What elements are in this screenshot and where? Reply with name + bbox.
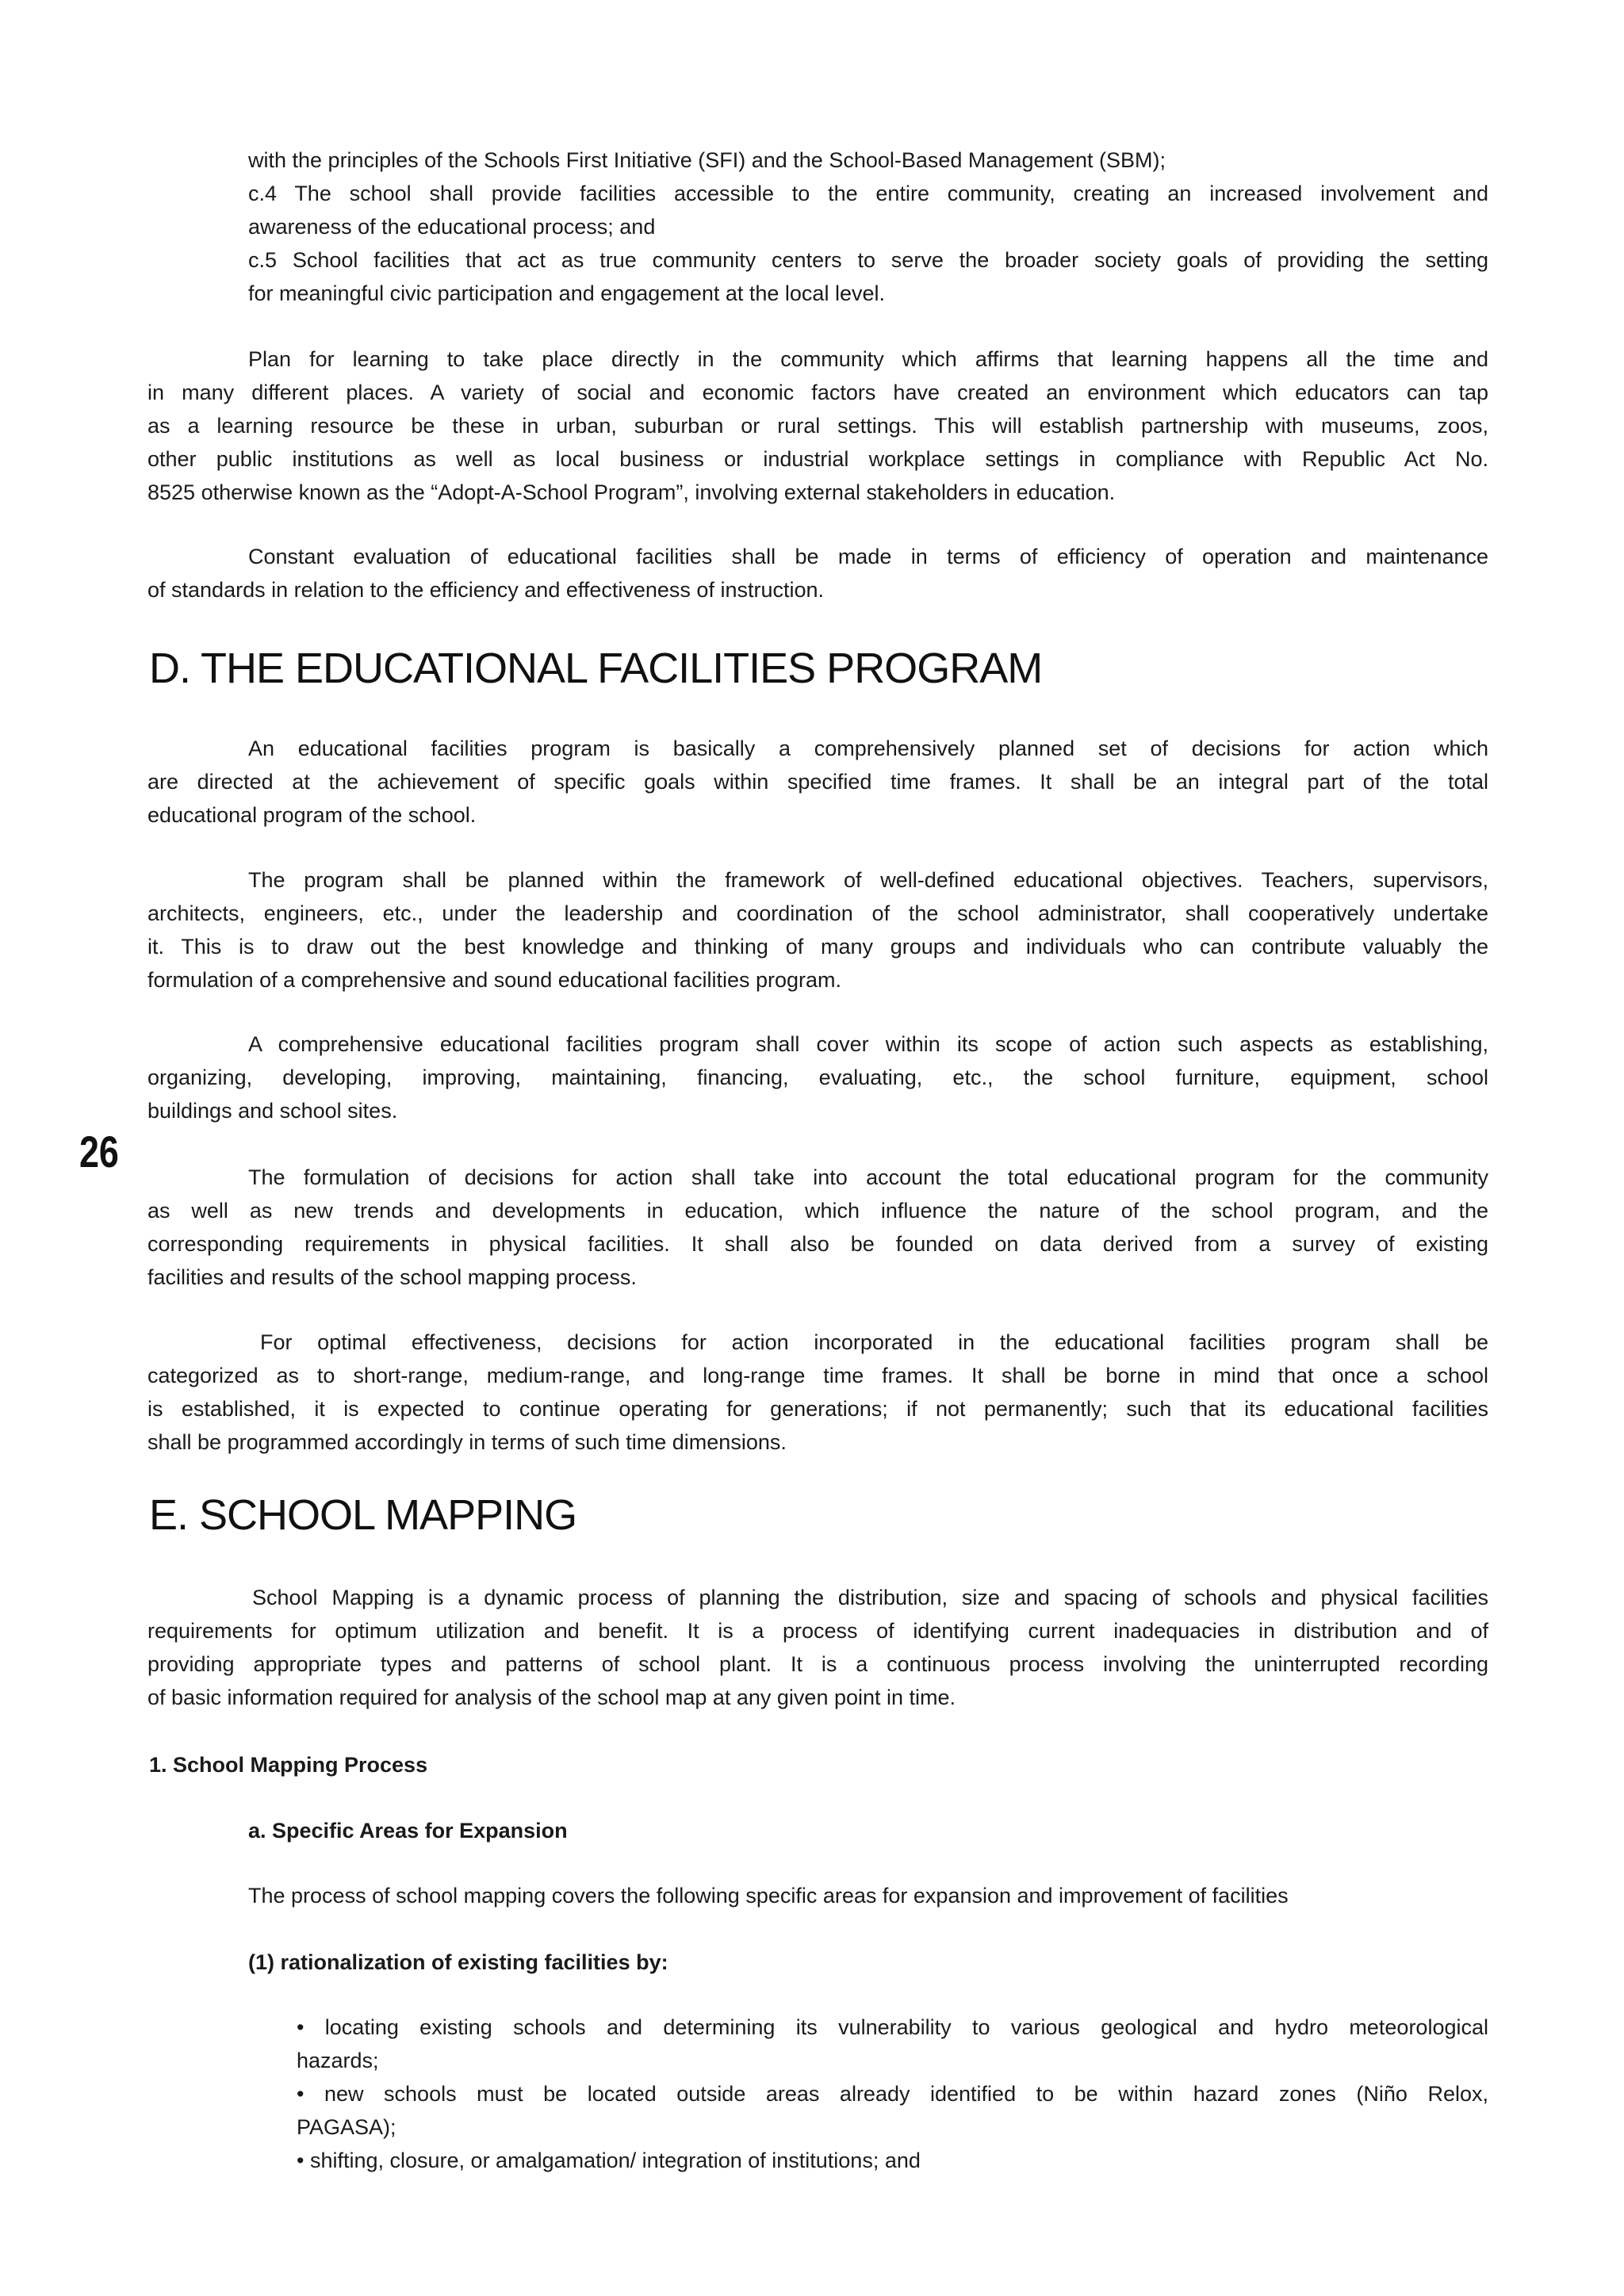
text-line: are directed at the achievement of specific goals within specified time frames. It shall be an integral part of the total xyxy=(147,770,1488,794)
text-line: The formulation of decisions for action shall take into account the total educational program for the community xyxy=(248,1165,1488,1189)
text-line: Constant evaluation of educational facilities shall be made in terms of efficiency of operation and maintenance xyxy=(248,545,1488,568)
text-line: educational program of the school. xyxy=(147,803,477,827)
text-line: 8525 otherwise known as the “Adopt-A-School Program”, involving external stakeholders in education. xyxy=(147,480,1116,504)
subheading-school-mapping-process: 1. School Mapping Process xyxy=(149,1753,428,1777)
page-number: 26 xyxy=(79,1127,119,1177)
text-line: providing appropriate types and patterns of school plant. It is a continuous process involving the uninterrupted recording xyxy=(147,1652,1488,1676)
paragraph-d2 xyxy=(147,863,1488,997)
text-line: for meaningful civic participation and engagement at the local level. xyxy=(248,281,885,305)
paragraph-d4 xyxy=(147,1161,1488,1294)
text-line: c.5 School facilities that act as true community centers to serve the broader society goals of providing the setting xyxy=(248,248,1488,272)
text-line: The program shall be planned within the framework of well-defined educational objectives. Teachers, supervisors, xyxy=(248,868,1488,892)
text-line: with the principles of the Schools First Initiative (SFI) and the School-Based Management (SBM); xyxy=(248,148,1166,172)
text-line: facilities and results of the school mapping process. xyxy=(147,1265,637,1289)
paragraph-d1 xyxy=(147,732,1488,832)
intro-items xyxy=(248,144,1488,310)
paragraph-d3 xyxy=(147,1027,1488,1127)
text-line: Plan for learning to take place directly in the community which affirms that learning happens all the time and xyxy=(248,347,1488,371)
text-line: PAGASA); xyxy=(297,2115,396,2139)
subheading-specific-areas: a. Specific Areas for Expansion xyxy=(248,1819,568,1843)
text-line: The process of school mapping covers the following specific areas for expansion and improvement of facilities xyxy=(248,1884,1289,1908)
text-line: buildings and school sites. xyxy=(147,1099,398,1123)
text-line: formulation of a comprehensive and sound educational facilities program. xyxy=(147,968,841,992)
text-line: • locating existing schools and determining its vulnerability to various geological and hydro meteorological xyxy=(297,2015,1488,2039)
text-line: organizing, developing, improving, maintaining, financing, evaluating, etc., the school furniture, equipment, school xyxy=(147,1066,1488,1089)
text-line: shall be programmed accordingly in terms of such time dimensions. xyxy=(147,1430,787,1454)
text-line: of standards in relation to the efficiency and effectiveness of instruction. xyxy=(147,578,825,602)
text-line: awareness of the educational process; and xyxy=(248,215,656,239)
bullet-list xyxy=(297,2011,1488,2177)
text-line: architects, engineers, etc., under the leadership and coordination of the school administrator, shall cooperatively undertake xyxy=(147,901,1488,925)
text-line: is established, it is expected to continue operating for generations; if not permanently; such that its educational facilities xyxy=(147,1397,1488,1421)
text-line: categorized as to short-range, medium-range, and long-range time frames. It shall be borne in mind that once a school xyxy=(147,1364,1488,1387)
paragraph-plan-for-learning xyxy=(147,342,1488,509)
text-line: requirements for optimum utilization and benefit. It is a process of identifying current inadequacies in distribution and of xyxy=(147,1619,1488,1643)
section-heading-d: D. THE EDUCATIONAL FACILITIES PROGRAM xyxy=(149,645,1043,692)
text-line: c.4 The school shall provide facilities accessible to the entire community, creating an increased involvement and xyxy=(248,182,1488,205)
text-line: A comprehensive educational facilities program shall cover within its scope of action such aspects as establishing, xyxy=(248,1032,1488,1056)
text-line: of basic information required for analysis of the school map at any given point in time. xyxy=(147,1686,956,1709)
subheading-rationalization: (1) rationalization of existing facilities by: xyxy=(248,1950,668,1974)
paragraph-process xyxy=(248,1879,1488,1912)
text-line: it. This is to draw out the best knowledge and thinking of many groups and individuals who can contribute valuably the xyxy=(147,935,1488,959)
text-line: School Mapping is a dynamic process of planning the distribution, size and spacing of schools and physical facilities xyxy=(252,1586,1488,1609)
text-line: hazards; xyxy=(297,2049,379,2072)
text-line: • shifting, closure, or amalgamation/ integration of institutions; and xyxy=(297,2149,921,2172)
paragraph-constant-evaluation xyxy=(147,540,1488,607)
text-line: in many different places. A variety of social and economic factors have created an environment which educators can tap xyxy=(147,381,1488,404)
text-line: other public institutions as well as local business or industrial workplace settings in compliance with Republic Act No. xyxy=(147,447,1488,471)
section-heading-e: E. SCHOOL MAPPING xyxy=(149,1491,577,1539)
text-line: corresponding requirements in physical facilities. It shall also be founded on data derived from a survey of existing xyxy=(147,1232,1488,1256)
text-line: • new schools must be located outside areas already identified to be within hazard zones (Niño Relox, xyxy=(297,2082,1488,2106)
paragraph-e1 xyxy=(147,1581,1488,1714)
text-line: An educational facilities program is basically a comprehensively planned set of decisions for action which xyxy=(248,737,1488,760)
paragraph-d5 xyxy=(147,1326,1488,1459)
text-line: as a learning resource be these in urban, suburban or rural settings. This will establish partnership with museums, zoos, xyxy=(147,414,1488,438)
text-line: as well as new trends and developments in education, which influence the nature of the school program, and the xyxy=(147,1199,1488,1223)
text-line: For optimal effectiveness, decisions for action incorporated in the educational facilities program shall be xyxy=(260,1330,1488,1354)
